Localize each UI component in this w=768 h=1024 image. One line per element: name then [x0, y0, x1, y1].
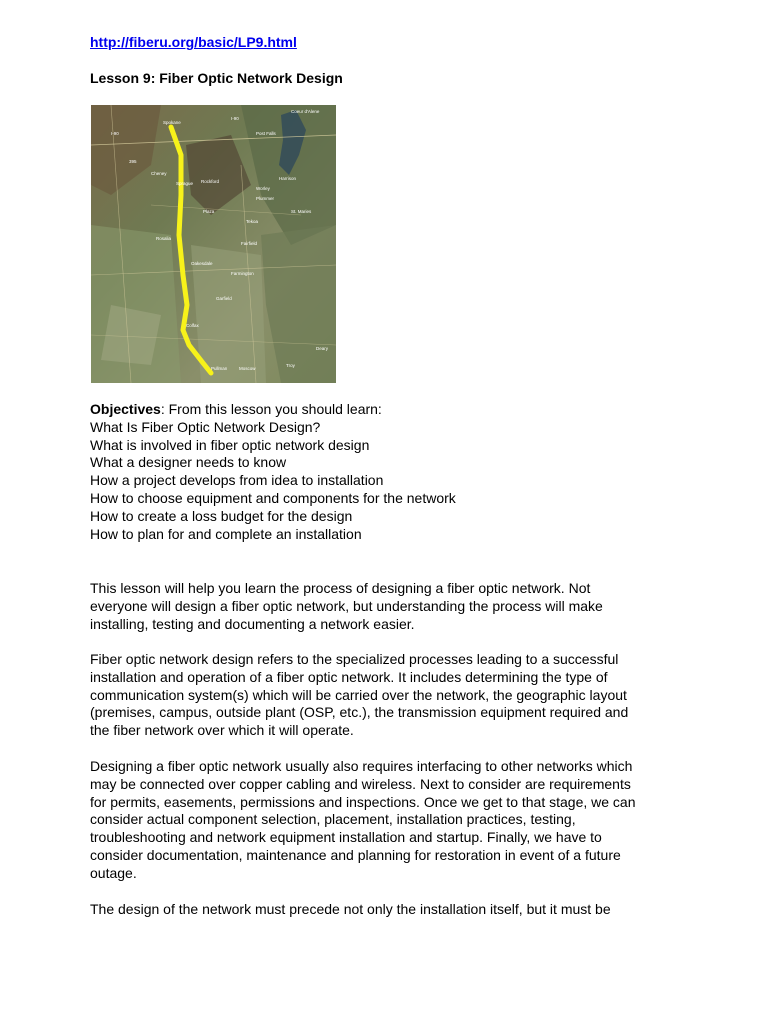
paragraph-line: installation and operation of a fiber optic network. It includes determining the type of: [90, 668, 608, 685]
objectives-label: Objectives: [90, 401, 161, 417]
svg-text:Cheney: Cheney: [151, 171, 167, 176]
svg-text:Moscow: Moscow: [239, 366, 256, 371]
svg-text:Farmington: Farmington: [231, 271, 254, 276]
svg-text:395: 395: [129, 159, 137, 164]
objective-item: How to choose equipment and components for the network: [90, 489, 456, 506]
svg-text:Pullman: Pullman: [211, 366, 228, 371]
svg-text:Post Falls: Post Falls: [256, 131, 276, 136]
svg-text:Harrison: Harrison: [279, 176, 297, 181]
paragraph-line: The design of the network must precede not only the installation itself, but it must be: [90, 901, 611, 917]
objective-item: How to create a loss budget for the design: [90, 507, 353, 524]
svg-text:Plummer: Plummer: [256, 196, 275, 201]
paragraph-line: troubleshooting and network equipment installation and startup. Finally, we have to: [90, 829, 602, 846]
paragraph-line: consider actual component selection, placement, installation practices, testing,: [90, 811, 576, 828]
objective-item: What is involved in fiber optic network design: [90, 436, 370, 453]
svg-text:Fairfield: Fairfield: [241, 241, 258, 246]
svg-text:Coeur d'Alene: Coeur d'Alene: [291, 109, 320, 114]
interfacing-paragraph: [90, 758, 690, 883]
intro-paragraph: [90, 580, 690, 633]
design-precedence-paragraph: [90, 901, 690, 919]
svg-text:Rosalia: Rosalia: [156, 236, 172, 241]
svg-text:Colfax: Colfax: [186, 323, 199, 328]
paragraph-line: consider documentation, maintenance and planning for restoration in event of a future: [90, 846, 621, 863]
lesson-url-link[interactable]: http://fiberu.org/basic/LP9.html: [90, 34, 297, 50]
svg-text:Garfield: Garfield: [216, 296, 232, 301]
svg-text:St. Maries: St. Maries: [291, 209, 312, 214]
paragraph-line: This lesson will help you learn the process of designing a fiber optic network. Not: [90, 580, 591, 596]
lesson-title: Lesson 9: Fiber Optic Network Design: [90, 70, 343, 86]
objective-item: What a designer needs to know: [90, 454, 287, 471]
paragraph-line: communication system(s) which will be carried over the network, the geographic layout: [90, 686, 627, 703]
svg-text:I-90: I-90: [231, 116, 239, 121]
objectives-section: [90, 401, 690, 543]
svg-text:Sprague: Sprague: [176, 181, 194, 186]
definition-paragraph: [90, 651, 690, 740]
objective-item: How to plan for and complete an installation: [90, 525, 362, 542]
paragraph-line: outage.: [90, 864, 137, 881]
satellite-map-graphic: [91, 105, 336, 383]
svg-text:Plaza: Plaza: [203, 209, 215, 214]
svg-text:Troy: Troy: [286, 363, 295, 368]
route-map-image: [91, 105, 336, 383]
paragraph-line: may be connected over copper cabling and wireless. Next to consider are requirements: [90, 775, 631, 792]
svg-text:Deary: Deary: [316, 346, 329, 351]
paragraph-line: installing, testing and documenting a network easier.: [90, 615, 415, 632]
paragraph-line: Designing a fiber optic network usually also requires interfacing to other networks which: [90, 758, 633, 774]
svg-text:Worley: Worley: [256, 186, 270, 191]
paragraph-line: Fiber optic network design refers to the specialized processes leading to a successful: [90, 651, 619, 667]
svg-text:I-90: I-90: [111, 131, 119, 136]
objective-item: What Is Fiber Optic Network Design?: [90, 418, 321, 435]
paragraph-line: the fiber network over which it will operate.: [90, 722, 354, 739]
svg-text:Spokane: Spokane: [163, 120, 181, 125]
objective-item: How a project develops from idea to installation: [90, 472, 384, 489]
svg-text:Tekoa: Tekoa: [246, 219, 259, 224]
paragraph-line: (premises, campus, outside plant (OSP, etc.), the transmission equipment required and: [90, 704, 629, 721]
objectives-heading-line: [90, 401, 690, 419]
paragraph-line: everyone will design a fiber optic network, but understanding the process will make: [90, 597, 603, 614]
svg-text:Oakesdale: Oakesdale: [191, 261, 213, 266]
svg-text:Rockford: Rockford: [201, 179, 220, 184]
paragraph-line: for permits, easements, permissions and inspections. Once we get to that stage, we can: [90, 793, 636, 810]
objectives-intro: : From this lesson you should learn:: [160, 401, 382, 417]
